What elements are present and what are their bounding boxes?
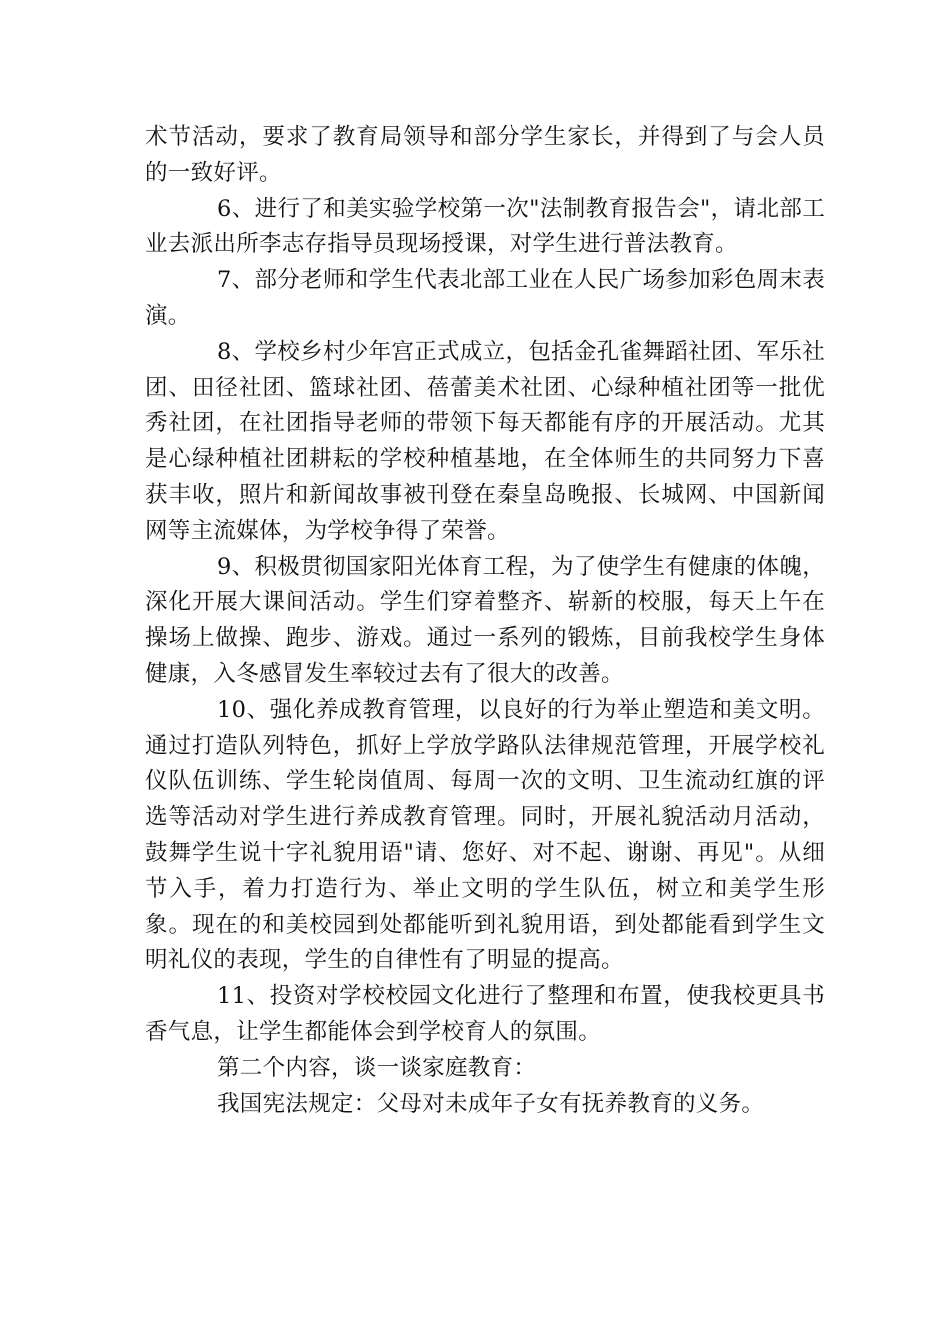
document-body (145, 120, 825, 1122)
paragraph-item-7: 7、部分老师和学生代表北部工业在人民广场参加彩色周末表演。 (145, 267, 825, 329)
paragraph-item-10: 10、强化养成教育管理，以良好的行为举止塑造和美文明。通过打造队列特色，抓好上学放学路队法律规范管理，开展学校礼仪队伍训练、学生轮岗值周、每周一次的文明、卫生流动红旗的评选等活动对学生进行养成教育管理。同时，开展礼貌活动月活动，鼓舞学生说十字礼貌用语"请、您好、对不起、谢谢、再见"。从细节入手，着力打造行为、举止文明的学生队伍，树立和美学生形象。现在的和美校园到处都能听到礼貌用语，到处都能看到学生文明礼仪的表现，学生的自律性有了明显的提高。 (145, 696, 825, 974)
paragraph-item-9: 9、积极贯彻国家阳光体育工程，为了使学生有健康的体魄，深化开展大课间活动。学生们穿着整齐、崭新的校服，每天上午在操场上做操、跑步、游戏。通过一系列的锻炼，目前我校学生身体健康，入冬感冒发生率较过去有了很大的改善。 (145, 553, 825, 687)
paragraph-item-11: 11、投资对学校校园文化进行了整理和布置，使我校更具书香气息，让学生都能体会到学校育人的氛围。 (145, 983, 825, 1045)
paragraph-item-6: 6、进行了和美实验学校第一次"法制教育报告会"，请北部工业去派出所李志存指导员现场授课，对学生进行普法教育。 (145, 195, 825, 258)
paragraph-continued: 术节活动，要求了教育局领导和部分学生家长，并得到了与会人员的一致好评。 (145, 124, 825, 186)
section-heading-family-education: 第二个内容，谈一谈家庭教育： (217, 1054, 537, 1081)
paragraph-item-8: 8、学校乡村少年宫正式成立，包括金孔雀舞蹈社团、军乐社团、田径社团、篮球社团、蓓蕾美术社团、心绿种植社团等一批优秀社团，在社团指导老师的带领下每天都能有序的开展活动。尤其是心绿种植社团耕耘的学校种植基地，在全体师生的共同努力下喜获丰收，照片和新闻故事被刊登在秦皇岛晚报、长城网、中国新闻网等主流媒体，为学校争得了荣誉。 (145, 338, 825, 544)
paragraph-constitution: 我国宪法规定：父母对未成年子女有抚养教育的义务。 (217, 1090, 765, 1117)
